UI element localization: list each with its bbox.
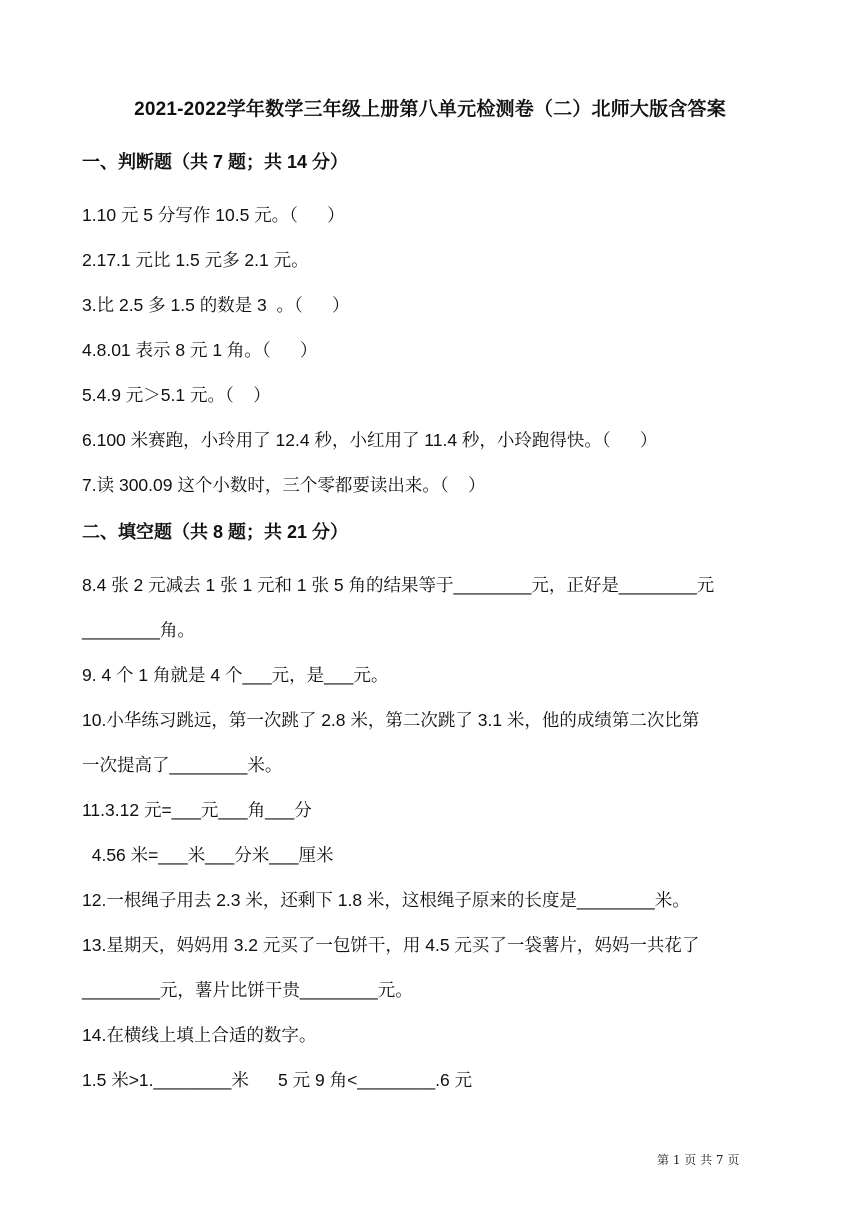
question-5: 5.4.9 元＞5.1 元。（ ） [82,385,271,405]
question-1: 1.10 元 5 分写作 10.5 元。（ ） [82,205,345,225]
question-14: 14.在横线上填上合适的数字。 [82,1025,317,1045]
document-title: 2021-2022学年数学三年级上册第八单元检测卷（二）北师大版含答案 [134,99,726,120]
question-11-line-2: 4.56 米=___米___分米___厘米 [82,845,334,865]
section-2-heading: 二、填空题（共 8 题；共 21 分） [82,522,349,542]
question-12: 12.一根绳子用去 2.3 米，还剩下 1.8 米，这根绳子原来的长度是________米。 [82,890,690,910]
question-2: 2.17.1 元比 1.5 元多 2.1 元。 [82,250,309,270]
page-number: 第 1 页 共 7 页 [657,1153,740,1167]
section-1-heading: 一、判断题（共 7 题；共 14 分） [82,152,349,172]
question-8-line-1: 8.4 张 2 元减去 1 张 1 元和 1 张 5 角的结果等于________元，正好是________元 [82,575,715,595]
question-14-blanks: 1.5 米>1.________米 5 元 9 角<________.6 元 [82,1070,473,1090]
question-10-line-2: 一次提高了________米。 [82,755,283,775]
question-6: 6.100 米赛跑，小玲用了 12.4 秒，小红用了 11.4 秒，小玲跑得快。（ ） [82,430,658,450]
question-8-line-2: ________角。 [82,620,195,640]
question-10-line-1: 10.小华练习跳远，第一次跳了 2.8 米，第二次跳了 3.1 米，他的成绩第二次比第 [82,710,700,730]
question-3: 3.比 2.5 多 1.5 的数是 3 。（ ） [82,295,350,315]
question-13-line-1: 13.星期天，妈妈用 3.2 元买了一包饼干，用 4.5 元买了一袋薯片，妈妈一共花了 [82,935,700,955]
question-9: 9. 4 个 1 角就是 4 个___元，是___元。 [82,665,389,685]
question-13-line-2: ________元，薯片比饼干贵________元。 [82,980,413,1000]
question-11-line-1: 11.3.12 元=___元___角___分 [82,800,312,820]
question-4: 4.8.01 表示 8 元 1 角。（ ） [82,340,318,360]
question-7: 7.读 300.09 这个小数时，三个零都要读出来。（ ） [82,475,486,495]
